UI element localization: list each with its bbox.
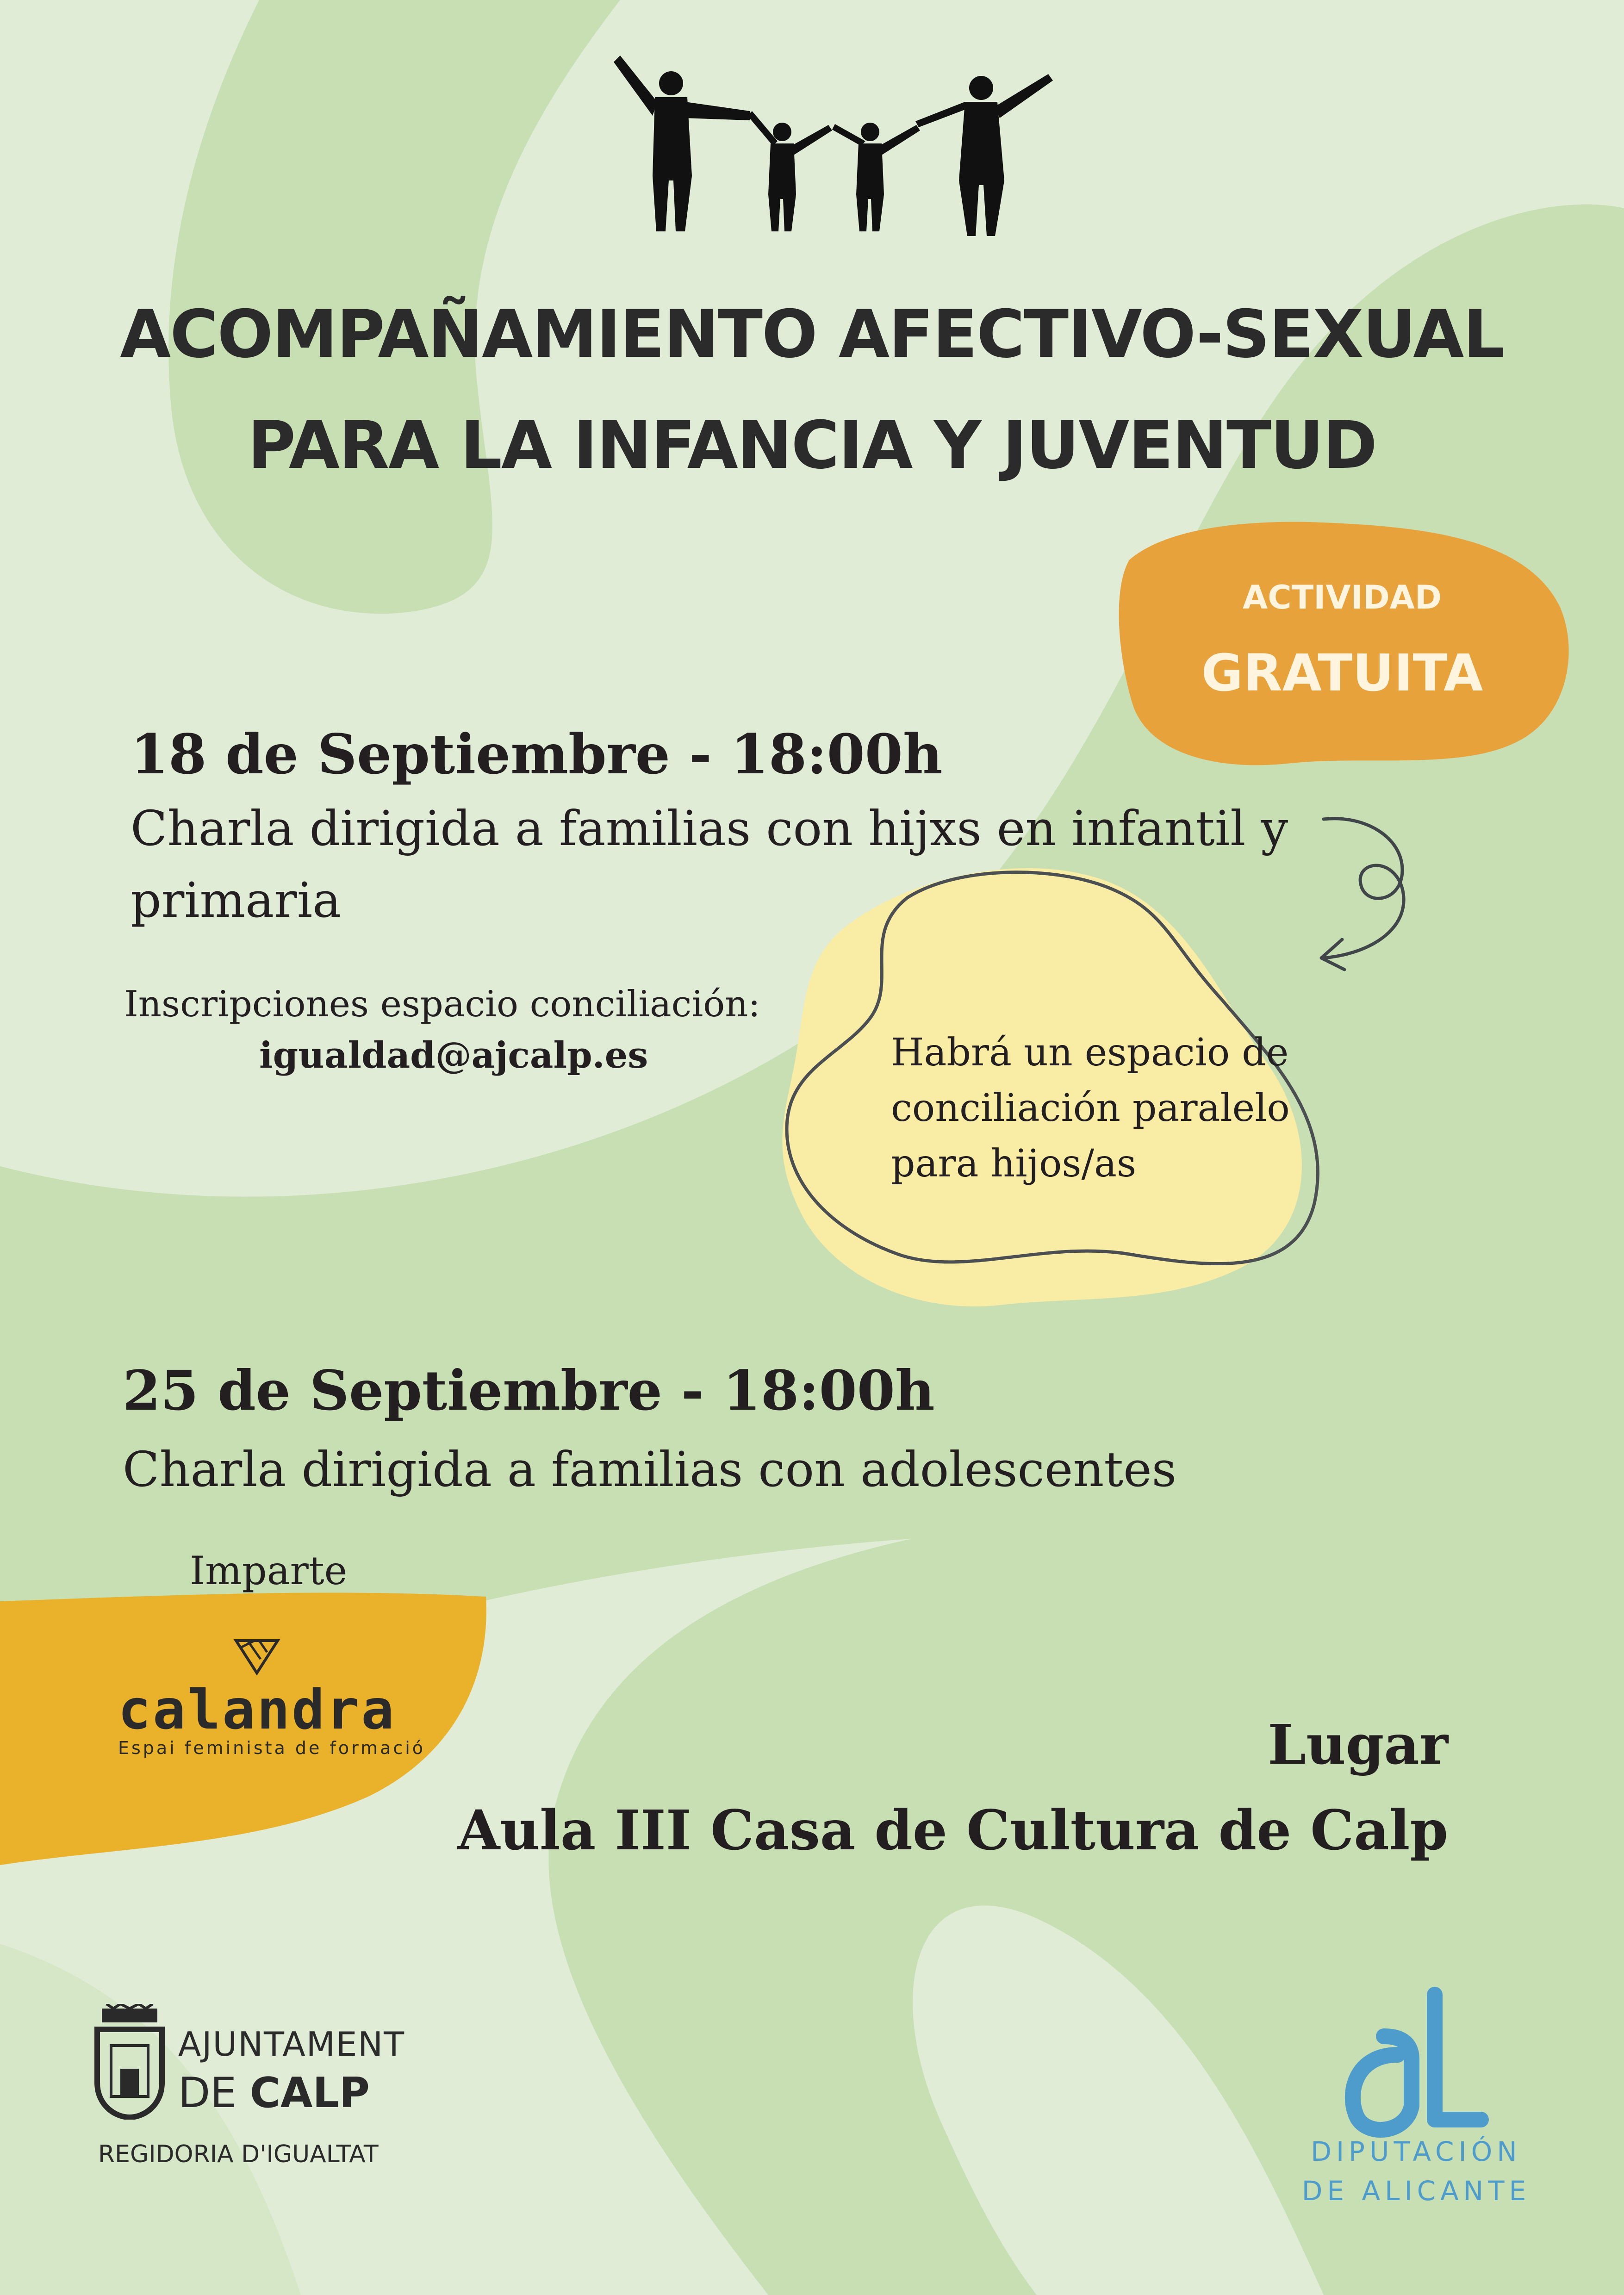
bubble-line-3: para hijos/as bbox=[891, 1142, 1137, 1186]
calp-line-2-prefix: DE bbox=[178, 2069, 250, 2117]
badge-line-2: GRATUITA bbox=[1201, 643, 1483, 703]
calandra-name: calandra bbox=[118, 1678, 396, 1741]
event1-desc-line-1: Charla dirigida a familias con hijxs en infantil y bbox=[131, 800, 1288, 857]
registration-label: Inscripciones espacio conciliación: bbox=[124, 983, 760, 1025]
family-holding-hands-silhouette-icon bbox=[611, 56, 1055, 250]
event1-date: 18 de Septiembre - 18:00h bbox=[131, 722, 943, 786]
event2-desc: Charla dirigida a familias con adolescentes bbox=[123, 1441, 1177, 1498]
location-place: Aula III Casa de Cultura de Calp bbox=[457, 1798, 1448, 1862]
event2-date: 25 de Septiembre - 18:00h bbox=[123, 1358, 935, 1423]
bg-shape-bottom-right bbox=[548, 1472, 1624, 2295]
badge-line-1: ACTIVIDAD bbox=[1243, 578, 1442, 616]
calp-line-2 bbox=[178, 2069, 370, 2117]
title-line-1: ACOMPAÑAMIENTO AFECTIVO-SEXUAL bbox=[120, 296, 1504, 373]
diputacion-line-2: DE ALICANTE bbox=[1301, 2175, 1531, 2207]
bubble-line-1: Habrá un espacio de bbox=[891, 1031, 1289, 1075]
event1-desc-line-2: primaria bbox=[131, 872, 342, 928]
calp-department: REGIDORIA D'IGUALTAT bbox=[98, 2140, 379, 2168]
calandra-triangle-logo-icon bbox=[234, 1638, 280, 1675]
location-label: Lugar bbox=[1268, 1712, 1448, 1777]
diputacion-line-1: DIPUTACIÓN bbox=[1311, 2136, 1522, 2167]
registration-email-link[interactable]: igualdad@ajcalp.es bbox=[259, 1034, 648, 1076]
diputacion-al-logo-icon bbox=[1338, 1985, 1490, 2138]
title-line-2: PARA LA INFANCIA Y JUVENTUD bbox=[247, 407, 1377, 484]
calp-line-2-bold: CALP bbox=[249, 2069, 370, 2117]
calandra-tagline: Espai feminista de formació bbox=[118, 1738, 426, 1758]
bubble-line-2: conciliación paralelo bbox=[891, 1086, 1290, 1130]
calp-line-1: AJUNTAMENT bbox=[178, 2025, 405, 2064]
imparte-label: Imparte bbox=[190, 1548, 348, 1593]
calp-coat-of-arms-icon bbox=[93, 2004, 167, 2120]
